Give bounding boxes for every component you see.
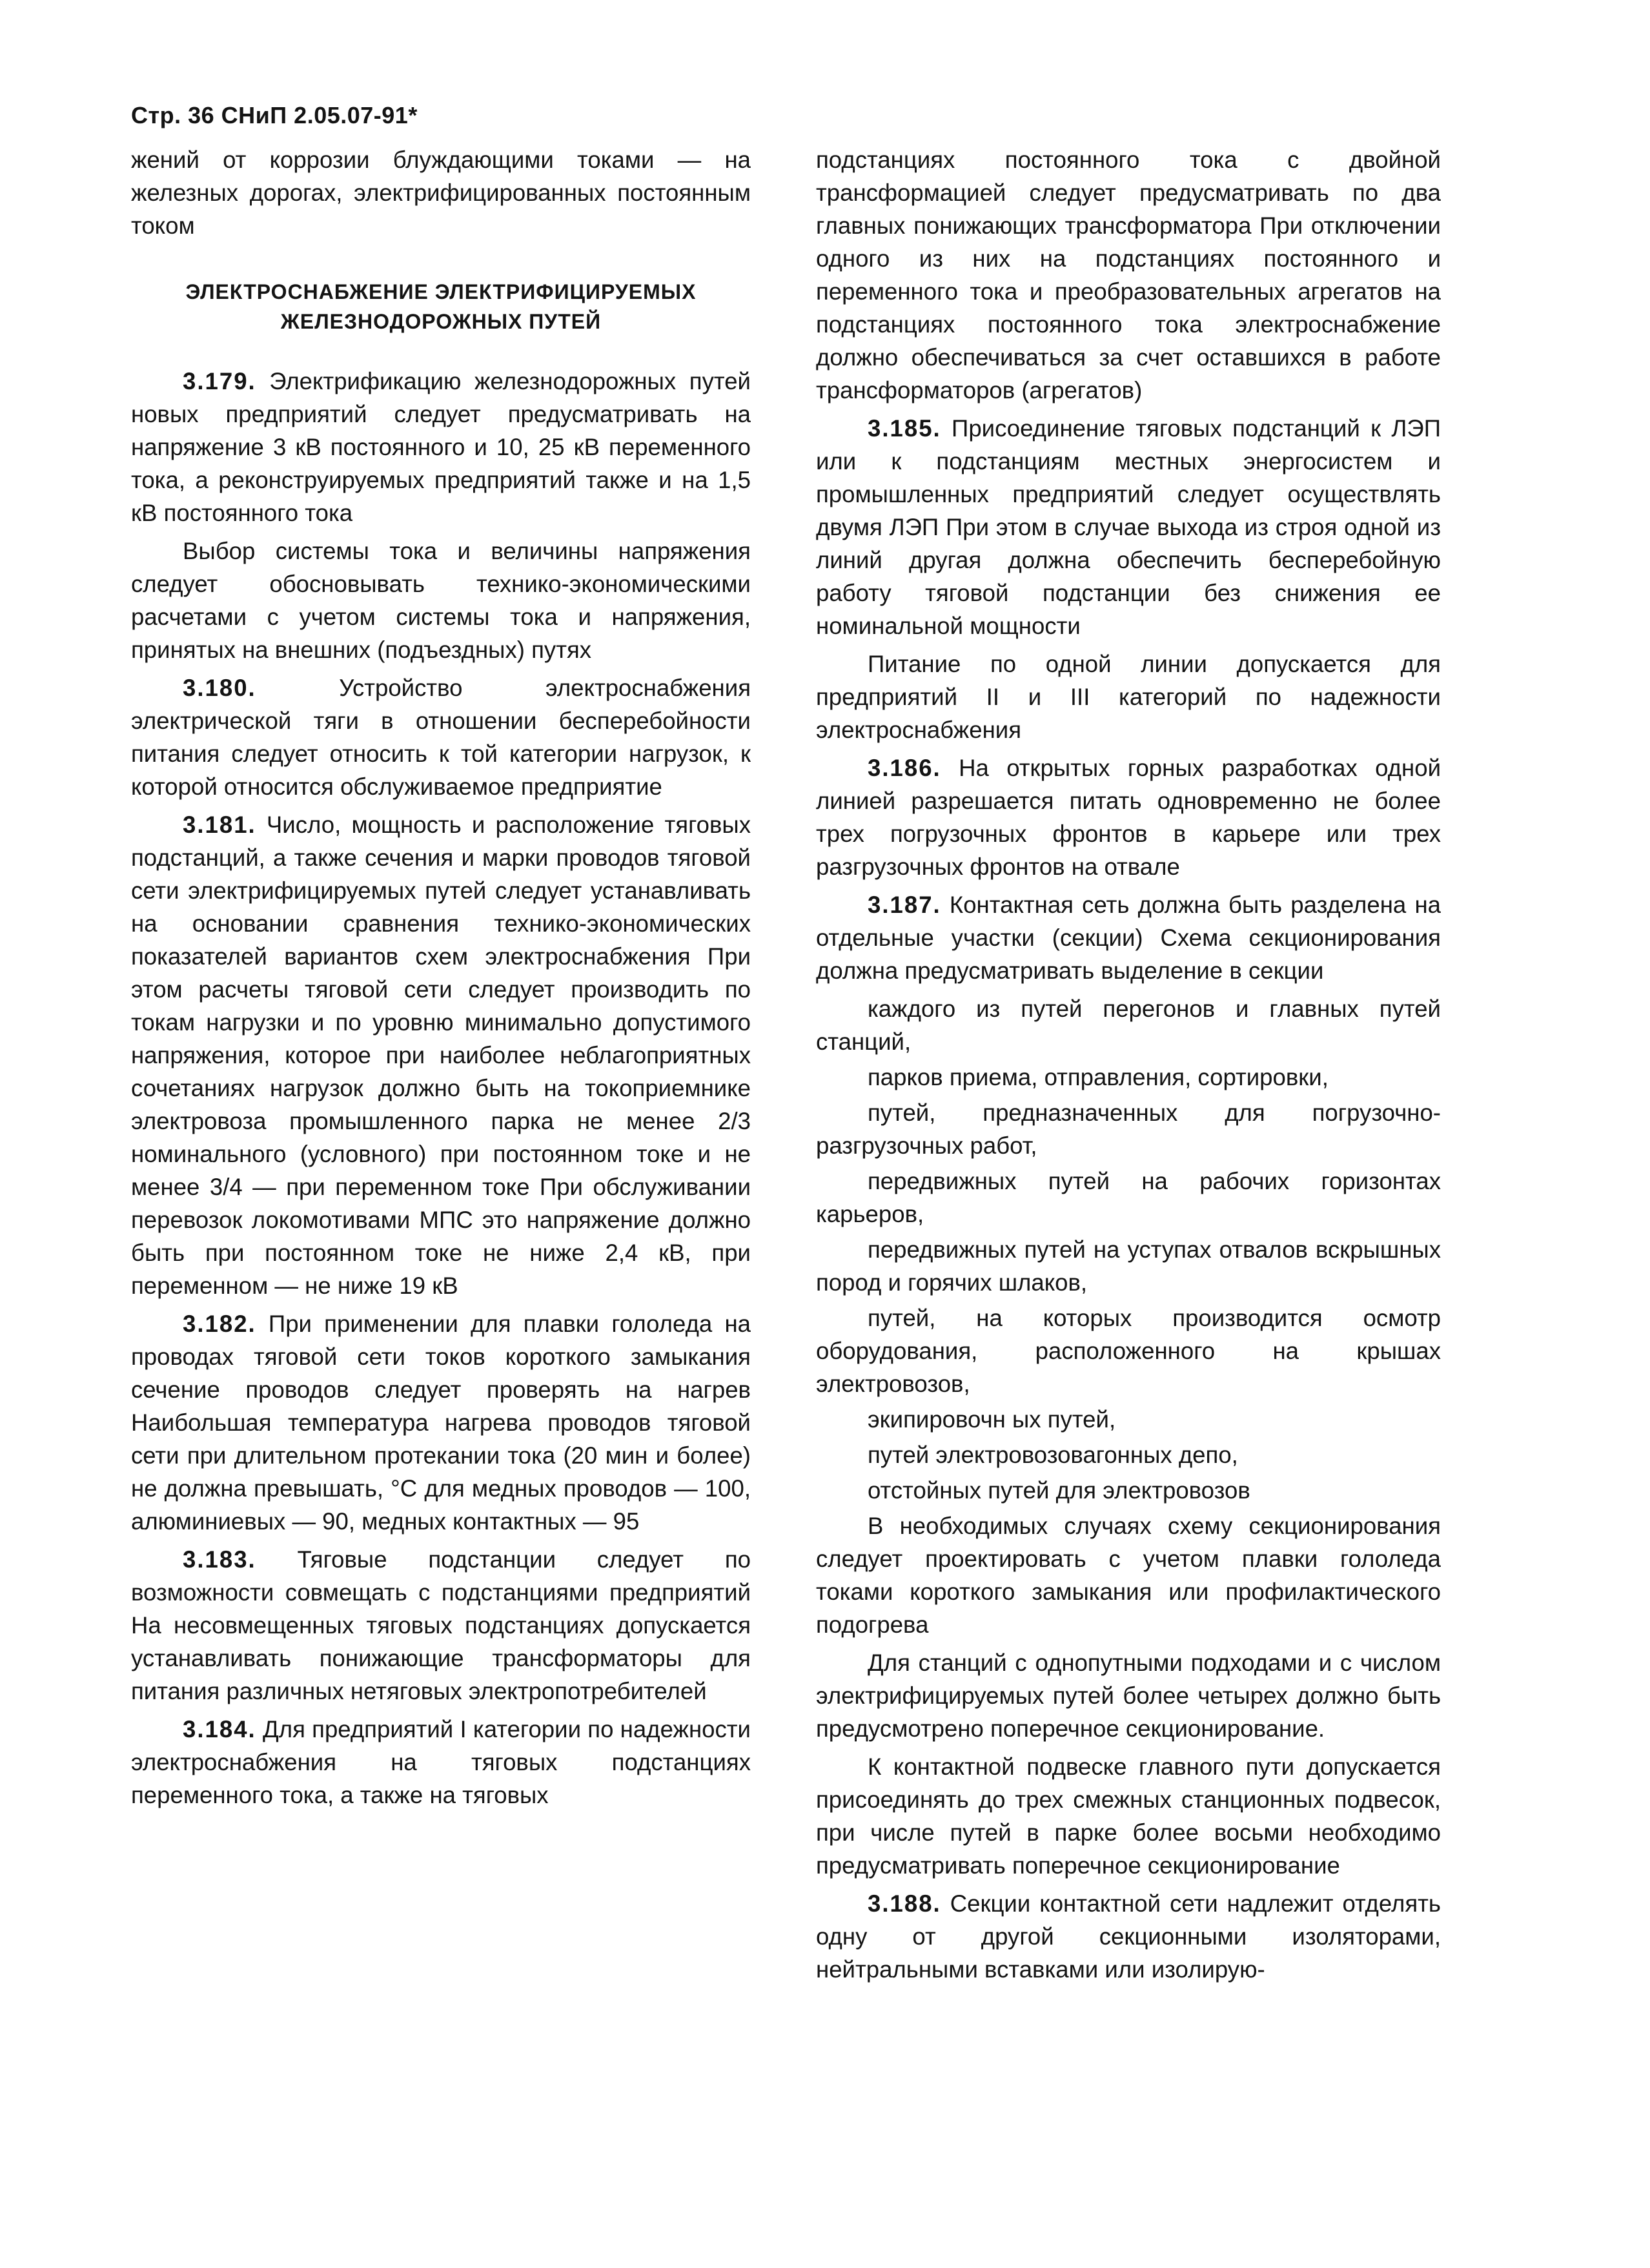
- clause-number: 3.188.: [868, 1890, 941, 1917]
- clause-text: На открытых горных разработках одной линией разрешается питать одновременно не более трех погрузочных фронтов в карьере или трех разгрузочных фронтов на отвале: [816, 755, 1441, 880]
- clause-3-182: [131, 1307, 751, 1538]
- clause-number: 3.186.: [868, 755, 941, 781]
- paragraph-continuation: подстанциях постоянного тока с двойной трансформацией следует предусматривать по два главных понижающих трансформатора При отключении одного из них на подстанциях постоянного и переменного тока и преобразовательных агрегатов на подстанциях постоянного тока электроснабжение должно обеспечиваться за счет оставшихся в работе трансформаторов (агрегатов): [816, 147, 1441, 404]
- clause-text: Устройство электроснабжения электрической тяги в отношении бесперебойности питания следует относить к той категории нагрузок, к которой относится обслуживаемое предприятие: [131, 675, 751, 800]
- paragraph: Для станций с однопутными подходами и с числом электрифицируемых путей более четырех должно быть предусмотрено поперечное секционирование.: [816, 1650, 1441, 1742]
- list-item: путей, предназначенных для погрузочно-разгрузочных работ,: [816, 1099, 1441, 1159]
- paragraph-intro: жений от коррозии блуждающими токами — на железных дорогах, электрифицированных постоянным током: [131, 147, 751, 239]
- clause-text: Электрификацию железнодорожных путей новых предприятий следует предусматривать на напряжение 3 кВ постоянного и 10, 25 кВ переменного тока, а реконструируемых предприятий также и на 1,5 кВ постоянного тока: [131, 368, 751, 526]
- list-item: экипировочн ых путей,: [868, 1406, 1116, 1433]
- list-item: путей, на которых производится осмотр оборудования, расположенного на крышах электровозов,: [816, 1305, 1441, 1397]
- clause-3-187: [816, 888, 1441, 987]
- clause-number: 3.187.: [868, 892, 941, 918]
- paragraph: В необходимых случаях схему секционирования следует проектировать с учетом плавки гололеда токами короткого замыкания или профилактического подогрева: [816, 1513, 1441, 1638]
- left-column: [131, 143, 751, 1817]
- clause-3-185: [816, 412, 1441, 642]
- list-item: парков приема, отправления, сортировки,: [868, 1064, 1329, 1090]
- section-heading: ЭЛЕКТРОСНАБЖЕНИЕ ЭЛЕКТРИФИЦИРУЕМЫХ ЖЕЛЕЗНОДОРОЖНЫХ ПУТЕЙ: [185, 280, 697, 333]
- list-item: передвижных путей на уступах отвалов вскрышных пород и горячих шлаков,: [816, 1236, 1441, 1296]
- paragraph: Выбор системы тока и величины напряжения следует обосновывать технико-экономическими расчетами с учетом системы тока и напряжения, принятых на внешних (подъездных) путях: [131, 538, 751, 663]
- clause-3-186: [816, 751, 1441, 883]
- clause-number: 3.183.: [183, 1546, 256, 1573]
- list-item: каждого из путей перегонов и главных путей станций,: [816, 996, 1441, 1055]
- running-head: Стр. 36 СНиП 2.05.07-91*: [131, 102, 418, 128]
- clause-3-181: [131, 808, 751, 1302]
- clause-3-183: [131, 1543, 751, 1708]
- clause-3-180: [131, 671, 751, 803]
- paragraph: К контактной подвеске главного пути допускается присоединять до трех смежных станционных подвесок, при числе путей в парке более восьми необходимо предусматривать поперечное секционирование: [816, 1753, 1441, 1879]
- clause-3-179: [131, 365, 751, 529]
- clause-3-184: [131, 1713, 751, 1812]
- clause-text: Для предприятий I категории по надежности электроснабжения на тяговых подстанциях переменного тока, а также на тяговых: [131, 1716, 751, 1808]
- paragraph: Питание по одной линии допускается для предприятий II и III категорий по надежности электроснабжения: [816, 651, 1441, 743]
- clause-text: При применении для плавки гололеда на проводах тяговой сети токов короткого замыкания сечение проводов следует проверять на нагрев Наибольшая температура нагрева проводов тяговой сети при длительном протекании тока (20 мин и более) не должна превышать, °С для медных проводов — 100, алюминиевых — 90, медных контактных — 95: [131, 1311, 751, 1535]
- clause-text: Секции контактной сети надлежит отделять одну от другой секционными изоляторами, нейтральными вставками или изолирую-: [816, 1890, 1441, 1983]
- clause-text: Тяговые подстанции следует по возможности совмещать с подстанциями предприятий На несовмещенных тяговых подстанциях допускается устанавливать понижающие трансформаторы для питания различных нетяговых электропотребителей: [131, 1546, 751, 1704]
- list-item: путей электровозовагонных депо,: [868, 1442, 1238, 1468]
- clause-number: 3.184.: [183, 1716, 256, 1742]
- clause-number: 3.179.: [183, 368, 256, 394]
- clause-number: 3.185.: [868, 415, 941, 442]
- clause-text: Присоединение тяговых подстанций к ЛЭП или к подстанциям местных энергосистем и промышленных предприятий следует осуществлять двумя ЛЭП При этом в случае выхода из строя одной из линий другая должна обеспечить бесперебойную работу тяговой подстанции без снижения ее номинальной мощности: [816, 415, 1441, 639]
- clause-number: 3.181.: [183, 812, 256, 838]
- list-item: передвижных путей на рабочих горизонтах карьеров,: [816, 1168, 1441, 1227]
- list-item: отстойных путей для электровозов: [868, 1477, 1250, 1504]
- clause-number: 3.180.: [183, 675, 256, 701]
- clause-number: 3.182.: [183, 1311, 256, 1337]
- clause-text: Контактная сеть должна быть разделена на отдельные участки (секции) Схема секционирования должна предусматривать выделение в секции: [816, 892, 1441, 984]
- clause-3-188: [816, 1887, 1441, 1986]
- right-column: [816, 143, 1441, 1991]
- clause-text: Число, мощность и расположение тяговых подстанций, а также сечения и марки проводов тяговой сети электрифицируемых путей следует устанавливать на основании сравнения технико-экономических показателей вариантов схем электроснабжения При этом расчеты тяговой сети следует производить по токам нагрузки и по уровню минимально допустимого напряжения, которое при наиболее неблагоприятных сочетаниях нагрузок должно быть на токоприемнике электровоза промышленного парка не менее 2/3 номинального (условного) при постоянном токе и не менее 3/4 — при переменном токе При обслуживании перевозок локомотивами МПС это напряжение должно быть при постоянном токе не ниже 2,4 кВ, при переменном — не ниже 19 кВ: [131, 812, 751, 1299]
